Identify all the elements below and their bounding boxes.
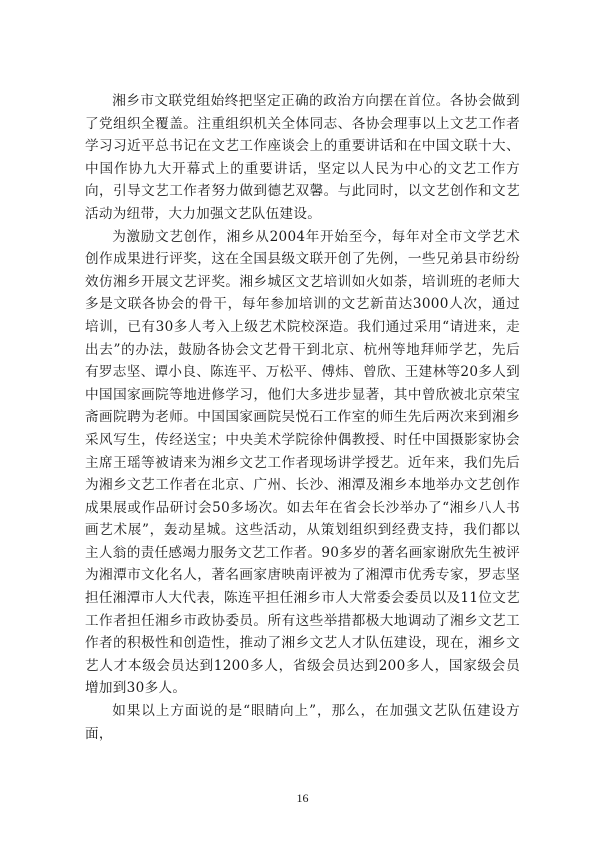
paragraph-1: 湘乡市文联党组始终把坚定正确的政治方向摆在首位。各协会做到了党组织全覆盖。注重组织机关全体同志、各协会理事以上文艺工作者学习习近平总书记在文艺工作座谈会上的重要讲话和在中国文联十大、中国作协九大开幕式上的重要讲话，坚定以人民为中心的文艺工作方向，引导文艺工作者努力做到德艺双馨。与此同时，以文艺创作和文艺活动为纽带，大力加强文艺队伍建设。 xyxy=(85,93,520,222)
paragraph-2: 为激励文艺创作，湘乡从2004年开始至今，每年对全市文学艺术创作成果进行评奖，这在全国县级文联开创了先例，一些兄弟县市纷纷效仿湘乡开展文艺评奖。湘乡城区文艺培训如火如荼，培训班的老师大多是文联各协会的骨干，每年参加培训的文艺新苗达3000人次，通过培训，已有30多人考入上级艺术院校深造。我们通过采用“请进来，走出去”的办法，鼓励各协会文艺骨干到北京、杭州等地拜师学艺，先后有罗志坚、谭小良、陈连平、万松平、傅炜、曾欣、王建林等20多人到中国国家画院等地进修学习，他们大多进步显著，其中曾欣被北京荣宝斋画院聘为老师。中国国家画院吴悦石工作室的师生先后两次来到湘乡采风写生，传经送宝；中央美术学院徐仲偶教授、时任中国摄影家协会主席王瑶等被请来为湘乡文艺工作者现场讲学授艺。近年来，我们先后为湘乡文艺工作者在北京、广州、长沙、湘潭及湘乡本地举办文艺创作成果展或作品研讨会50多场次。如去年在省会长沙举办了“湘乡八人书画艺术展”，轰动星城。这些活动，从策划组织到经费支持，我们都以主人翁的责任感竭力服务文艺工作者。90多岁的著名画家谢欣先生被评为湘潭市文化名人，著名画家唐映南评被为了湘潭市优秀专家，罗志坚担任湘潭市人大代表，陈连平担任湘乡市人大常委会委员以及11位文艺工作者担任湘乡市政协委员。所有这些举措都极大地调动了湘乡文艺工作者的积极性和创造性，推动了湘乡文艺人才队伍建设，现在，湘乡文艺人才本级会员达到1200多人，省级会员达到200多人，国家级会员增加到30多人。 xyxy=(85,228,520,697)
paragraph-3: 如果以上方面说的是“眼睛向上”，那么，在加强文艺队伍建设方面， xyxy=(85,703,520,742)
body-text xyxy=(85,90,520,745)
page-number: 16 xyxy=(296,791,309,805)
